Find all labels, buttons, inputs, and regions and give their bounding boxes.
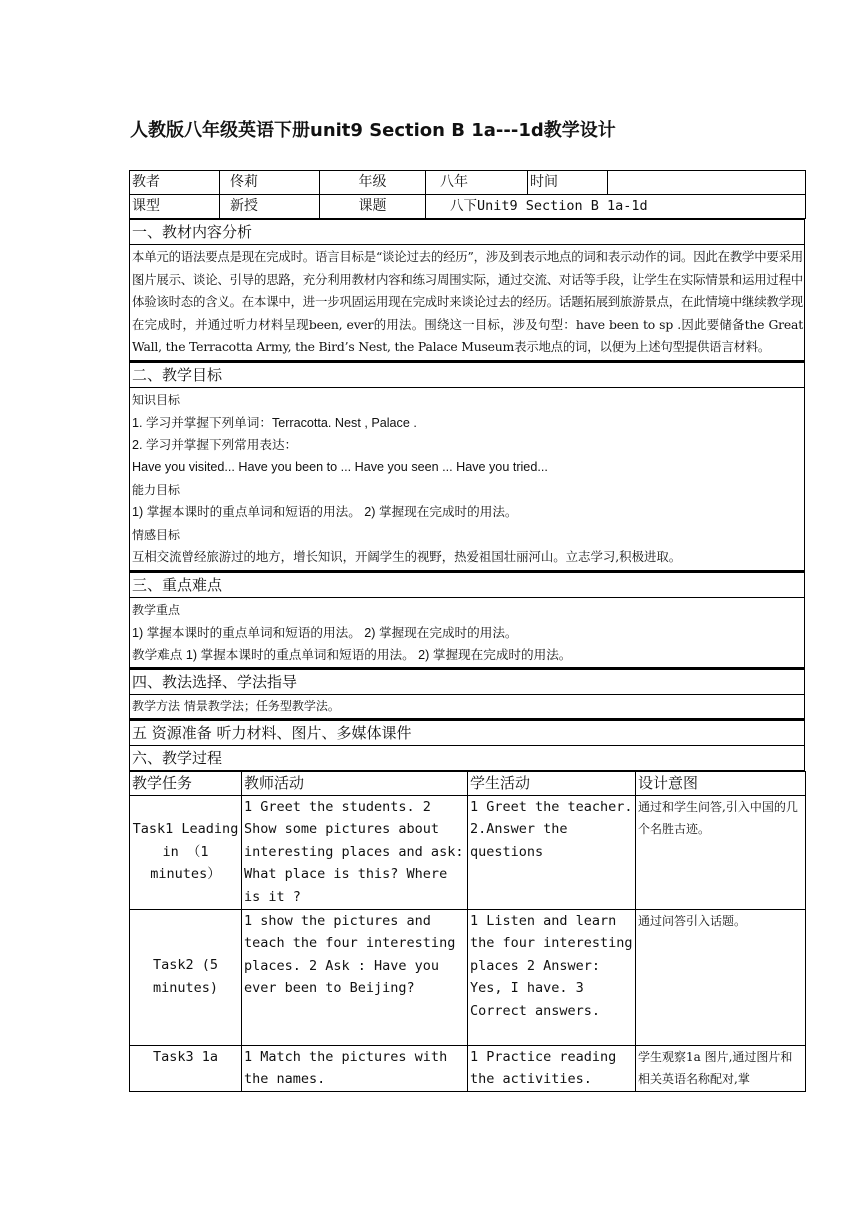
student-activity-1: 1 Greet the teacher. 2.Answer the questions [468,795,636,909]
knowledge-goal-1: 1. 学习并掌握下列单词：Terracotta. Nest , Palace . [132,415,417,430]
label-time: 时间 [528,171,608,195]
teacher-activity-3: 1 Match the pictures with the names. [242,1045,468,1091]
value-time [608,171,806,195]
design-intent-1: 通过和学生问答,引入中国的几个名胜古迹。 [636,795,806,909]
col-header-student: 学生活动 [468,771,636,795]
col-header-teacher: 教师活动 [242,771,468,795]
section-3-body [130,597,805,668]
teacher-activity-2: 1 show the pictures and teach the four interesting places. 2 Ask : Have you ever been to Beijing? [242,909,468,1045]
table-row [130,1045,806,1091]
knowledge-goal-label: 知识目标 [132,392,181,407]
student-activity-3: 1 Practice reading the activities. [468,1045,636,1091]
difficulty: 教学难点 1) 掌握本课时的重点单词和短语的用法。 2) 掌握现在完成时的用法。 [132,647,572,662]
task-3: Task3 1a [130,1045,242,1091]
lesson-plan-table [129,170,805,1092]
label-teacher: 教者 [130,171,220,195]
section-1-heading: 一、教材内容分析 [130,220,805,245]
student-activity-2: 1 Listen and learn the four interesting places 2 Answer: Yes, I have. 3 Correct answers. [468,909,636,1045]
section-1-text: 本单元的语法要点是现在完成时。语言目标是“谈论过去的经历”，涉及到表示地点的词和表示动作的词。因此在教学中要采用图片展示、谈论、引导的思路，充分利用教材内容和练习周围实际，通过交流、对话等手段，让学生在实际情景和运用过程中体验该时态的含义。在本课中，进一步巩固运用现在完成时来谈论过去的经历。话题拓展到旅游景点，在此情境中继续教学现在完成时，并通过听力材料呈现been, ever的用法。围绕这一目标，涉及句型：have been to sp .因此要储备the Great Wall, the Terracotta Army, the Bird’s Nest, the Palace Museum表示地点的词，以便为上述句型提供语言材料。 [130,245,805,362]
knowledge-goal-3: Have you visited... Have you been to ... Have you seen ... Have you tried... [132,460,548,475]
focus-label: 教学重点 [132,602,181,617]
table-row [130,909,806,1045]
ability-goal-label: 能力目标 [132,482,181,497]
col-header-task: 教学任务 [130,771,242,795]
emotion-goal-1: 互相交流曾经旅游过的地方，增长知识，开阔学生的视野，热爱祖国壮丽河山。立志学习,积极进取。 [132,549,682,565]
label-topic: 课题 [320,195,426,219]
teacher-activity-1: 1 Greet the students. 2 Show some pictures about interesting places and ask: What place is this? Where is it ? [242,795,468,909]
value-teacher: 佟莉 [220,171,320,195]
info-table [129,170,806,219]
value-grade: 八年 [426,171,528,195]
col-header-intent: 设计意图 [636,771,806,795]
value-topic: 八下Unit9 Section B 1a-1d [426,195,806,219]
task-2: Task2 (5 minutes) [130,909,242,1045]
ability-goal-1: 1) 掌握本课时的重点单词和短语的用法。 2) 掌握现在完成时的用法。 [132,505,518,520]
section-6-heading: 六、教学过程 [130,745,805,770]
section-5-heading: 五 资源准备 听力材料、图片、多媒体课件 [130,719,805,745]
table-row [130,795,806,909]
label-grade: 年级 [320,171,426,195]
section-2-body [130,387,805,571]
value-lesson-type: 新授 [220,195,320,219]
task-1: Task1 Leading in （1 minutes） [130,795,242,909]
section-4-heading: 四、教法选择、学法指导 [130,669,805,695]
page-title: 人教版八年级英语下册unit9 Section B 1a---1d教学设计 [130,120,616,141]
focus-1: 1) 掌握本课时的重点单词和短语的用法。 2) 掌握现在完成时的用法。 [132,625,518,640]
design-intent-2: 通过问答引入话题。 [636,909,806,1045]
process-table [129,771,806,1092]
content-table [129,219,805,771]
section-2-heading: 二、教学目标 [130,361,805,387]
section-4-text: 教学方法 情景教学法；任务型教学法。 [130,695,805,720]
design-intent-3: 学生观察1a 图片,通过图片和相关英语名称配对,掌 [636,1045,806,1091]
emotion-goal-label: 情感目标 [132,527,181,542]
section-3-heading: 三、重点难点 [130,571,805,597]
knowledge-goal-2: 2. 学习并掌握下列常用表达： [132,437,298,452]
label-lesson-type: 课型 [130,195,220,219]
